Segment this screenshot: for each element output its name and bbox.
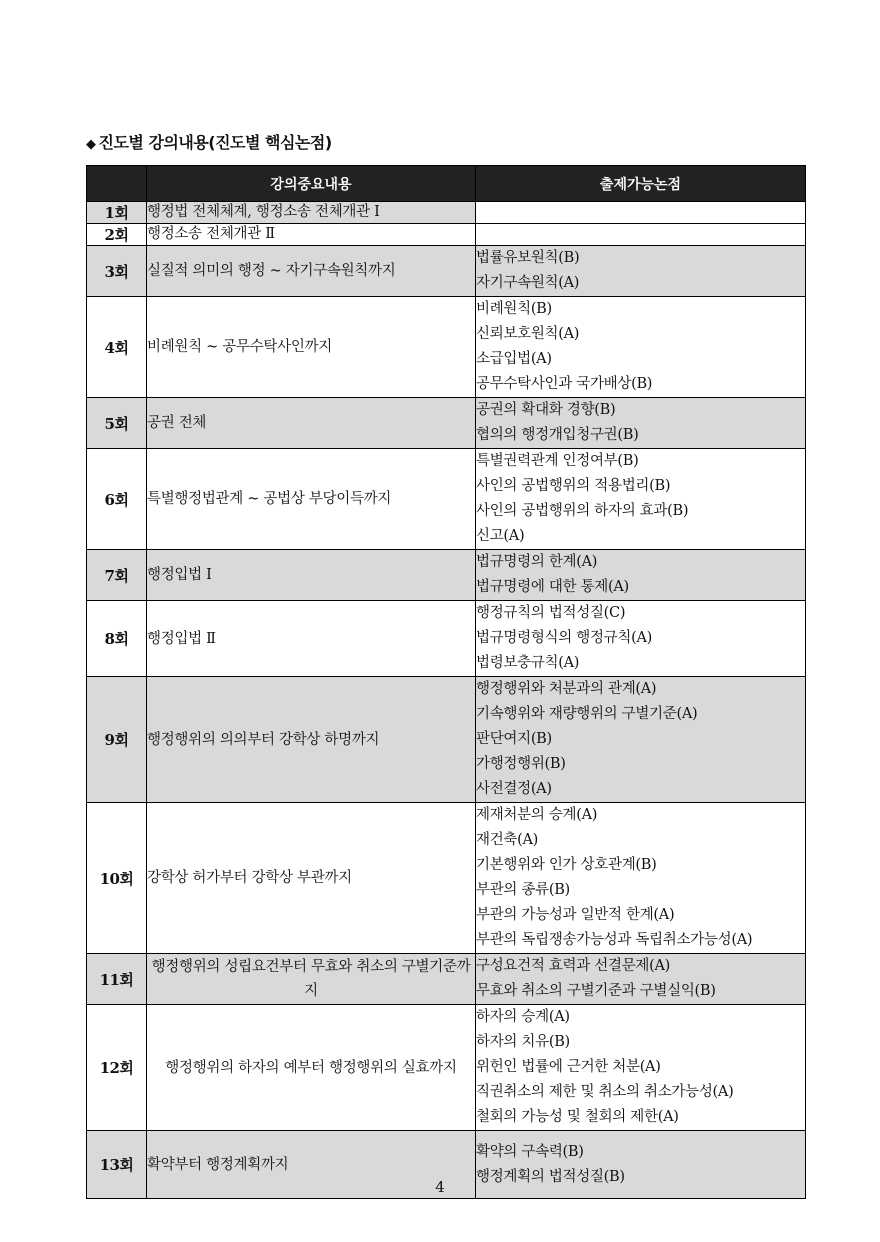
row-number: 13회 [87,1131,147,1199]
row-points [476,449,806,550]
row-number: 12회 [87,1005,147,1131]
row-content: 강학상 허가부터 강학상 부관까지 [147,803,476,954]
row-content: 행정입법 Ⅰ [147,550,476,601]
point-item: 기속행위와 재량행위의 구별기준(A) [476,706,698,722]
point-item: 행정계획의 법적성질(B) [476,1168,625,1185]
point-item: 구성요건적 효력과 선결문제(A) [476,958,670,974]
point-item: 사인의 공법행위의 적용법리(B) [476,478,671,494]
header-number [87,166,147,202]
point-item: 무효와 취소의 구별기준과 구별실익(B) [476,983,716,999]
row-points [476,550,806,601]
header-content: 강의중요내용 [147,166,476,202]
table-row [87,550,806,601]
row-content: 실질적 의미의 행정 ~ 자기구속원칙까지 [147,246,476,297]
point-item: 가행정행위(B) [476,756,566,772]
row-points [476,297,806,398]
table-row [87,803,806,954]
diamond-bullet-icon: ◆ [86,137,96,152]
row-content: 행정행위의 성립요건부터 무효와 취소의 구별기준까지 [147,954,476,1005]
point-item: 부관의 가능성과 일반적 한계(A) [476,907,675,923]
row-points [476,677,806,803]
row-number: 10회 [87,803,147,954]
point-item: 부관의 종류(B) [476,882,570,898]
point-item: 행정규칙의 법적성질(C) [476,605,626,621]
point-item: 행정행위와 처분과의 관계(A) [476,681,657,697]
row-content: 행정행위의 하자의 예부터 행정행위의 실효까지 [147,1005,476,1131]
section-heading [86,130,332,153]
table-row [87,398,806,449]
row-number: 1회 [87,202,147,224]
row-number: 2회 [87,224,147,246]
table-header-row [87,166,806,202]
point-item: 제재처분의 승계(A) [476,807,598,823]
point-item: 소급입법(A) [476,351,552,367]
point-item: 하자의 치유(B) [476,1034,570,1050]
point-item: 부관의 독립쟁송가능성과 독립취소가능성(A) [476,932,753,948]
point-item: 사전결정(A) [476,781,552,797]
table-row [87,677,806,803]
row-number: 3회 [87,246,147,297]
section-heading-text: 진도별 강의내용(진도별 핵심논점) [98,133,332,152]
row-number: 6회 [87,449,147,550]
point-item: 자기구속원칙(A) [476,275,580,291]
table-row [87,1005,806,1131]
row-number: 9회 [87,677,147,803]
point-item: 확약의 구속력(B) [476,1143,584,1160]
row-points [476,202,806,224]
point-item: 법규명령에 대한 통제(A) [476,579,629,595]
point-item: 협의의 행정개입청구권(B) [476,427,639,443]
table-row [87,449,806,550]
row-points [476,246,806,297]
point-item: 위헌인 법률에 근거한 처분(A) [476,1059,661,1075]
table-row [87,954,806,1005]
point-item: 신고(A) [476,528,525,544]
row-content: 행정법 전체체계, 행정소송 전체개관 Ⅰ [147,202,476,224]
row-points [476,1005,806,1131]
row-content: 행정소송 전체개관 Ⅱ [147,224,476,246]
row-points [476,954,806,1005]
page-number: 4 [435,1178,445,1196]
table-row [87,246,806,297]
table-row [87,202,806,224]
row-points [476,803,806,954]
point-item: 특별권력관계 인정여부(B) [476,453,639,469]
row-number: 11회 [87,954,147,1005]
point-item: 하자의 승계(A) [476,1009,570,1025]
point-item: 법규명령형식의 행정규칙(A) [476,630,652,646]
point-item: 신뢰보호원칙(A) [476,326,580,342]
point-item: 공권의 확대화 경향(B) [476,402,616,418]
row-content: 비례원칙 ~ 공무수탁사인까지 [147,297,476,398]
row-content: 행정행위의 의의부터 강학상 하명까지 [147,677,476,803]
row-number: 4회 [87,297,147,398]
lecture-table [86,165,806,1199]
point-item: 법률유보원칙(B) [476,250,580,266]
point-item: 직권취소의 제한 및 취소의 취소가능성(A) [476,1084,734,1100]
row-points [476,601,806,677]
table-row [87,224,806,246]
point-item: 재건축(A) [476,832,539,848]
table-row [87,297,806,398]
point-item: 공무수탁사인과 국가배상(B) [476,376,653,392]
row-content: 공권 전체 [147,398,476,449]
point-item: 비례원칙(B) [476,301,552,317]
header-points: 출제가능논점 [476,166,806,202]
row-content: 특별행정법관계 ~ 공법상 부당이득까지 [147,449,476,550]
row-points [476,224,806,246]
row-number: 8회 [87,601,147,677]
row-points [476,398,806,449]
table-row [87,601,806,677]
point-item: 법규명령의 한계(A) [476,554,598,570]
row-content: 확약부터 행정계획까지 [147,1131,476,1199]
row-number: 7회 [87,550,147,601]
point-item: 기본행위와 인가 상호관계(B) [476,857,657,873]
row-content: 행정입법 Ⅱ [147,601,476,677]
row-number: 5회 [87,398,147,449]
point-item: 철회의 가능성 및 철회의 제한(A) [476,1109,679,1125]
point-item: 사인의 공법행위의 하자의 효과(B) [476,503,689,519]
point-item: 법령보충규칙(A) [476,655,580,671]
point-item: 판단여지(B) [476,731,552,747]
